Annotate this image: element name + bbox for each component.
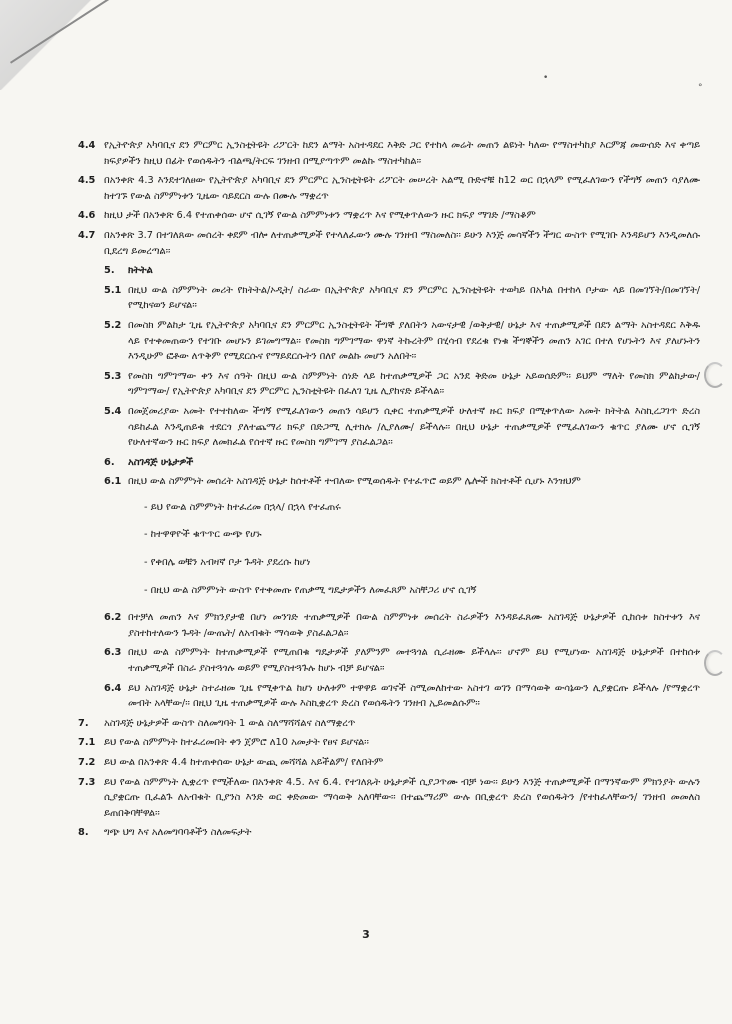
clause-text: ይህ አስገዳጅ ሁኔታ ስተራዘመ ጊዜ የሚቀጥል ከሆነ ሁለቱም ተዋዋይ ወገኖች ስሚመለከተው አስተገ ወገን በማሳወቅ ውሳኔውን ሊያቋርጡ ይችላሉ /የማቋረጥ መብት አላቸው/፡፡ በዚህ ጊዜ ተጠቃሚዎች ውሉ እስኪቋረጥ ድረስ የወሰዱትን ገንዘብ ኢይመልሱም፡፡ — [128, 682, 700, 710]
clause-item — [78, 775, 700, 822]
clause-item — [78, 716, 700, 732]
list-bullet: - በዚህ ውል ስምምነት ውስጥ የተቀመጡ የጠቃሚ ግዴታዎችን ለመፈጸም አስቸጋሪ ሆኖ ሲገኝ — [144, 584, 477, 596]
clause-number: 4.5 — [78, 175, 96, 187]
clause-text: አስገዳጅ ሁኔታዎች ውስጥ ስለመግባት 1 ውል ስለማሻሻልና ስለማቋረጥ — [104, 717, 356, 729]
clause-text: የመስክ ግምገማው ቀን እና ሰዓት በዚህ ውል ስምምነት ሰነድ ላይ ከተጠቃሚዎች ጋር አንደ ቅድመ ሁኔታ አይወሰድም፡፡ ይህም ማለት የመስክ ምልከታው/ግምገማው/ የኢትዮጵያ አካባቢና ደን ምርምር ኢንስቲትዩት በፈለገ ጊዜ ሊያከናድ ይችላል፡፡ — [128, 370, 700, 398]
scan-speck: ° — [698, 83, 703, 93]
clause-number: 5.4 — [104, 405, 122, 417]
clause-text: በመስክ ምልከታ ጊዜ የኢትዮጵያ አካባቢና ደን ምርምር ኢንስቲትዩት ችግኞ ያለበትን አውናታዊ /ወቅታዊ/ ሁኔታ እና ተጠቃሚዎች በደን ልማት አስተዳደር እቅዱ ላይ የተቀመጠውን የተገቡ መሆኑን ይገመግማል፡፡ የመስክ ግምገማው ዋነኛ ትኩረትም በሂሳብ የደረቁ የነቁ ችግኞችን መጠን አገር በተለ የሆኑትን እና ያለሆኑትን እንዲሁም ፎቶው ለጥቅም የሚደርሱና የማይደርሱትን በለየ መልኩ መሆን አለበት፡፡ — [128, 319, 700, 363]
section-heading — [104, 455, 700, 471]
clause-item — [78, 173, 700, 204]
clause-number: 7. — [78, 717, 89, 729]
clause-number: 8. — [78, 827, 89, 839]
clause-text: በአንቀጽ 4.3 እንደተገለፀው የኢትዮጵያ አካባቢና ደን ምርምር ኢንስቲትዩት ሪፖርት መሠረት አልሚ ቡድኖቹ ከ12 ወር በኋላም የሚፈለገውን የችግኝ መጠን ሳያለሙ ከተገኙ የውል ስምምነቱን ጊዜው ሳይደርስ ውሉ በሙሉ ማቋረጥ — [104, 175, 700, 202]
clause-item — [78, 138, 700, 169]
clause-item — [78, 228, 700, 259]
list-bullet: - ከተዋዋዮች ቁጥጥር ውጭ የሆኑ — [144, 529, 262, 541]
clause-number: 6.2 — [104, 612, 122, 624]
page-number: 3 — [362, 928, 370, 941]
clause-text: ክትትል — [128, 265, 153, 277]
clause-number: 6.4 — [104, 682, 122, 694]
clause-number: 5.1 — [104, 284, 122, 296]
clause-item — [104, 283, 700, 314]
clause-text: ግጭ ህግ እና አለመግባባቶችን ስለመፍታት — [104, 827, 252, 839]
clause-text: ይህ ውል በአንቀጽ 4.4 ከተጠቀሰው ሁኔታ ውጪ መሻሻል አይችልም/ የለበትም — [104, 757, 383, 768]
clause-item — [104, 318, 700, 365]
clause-text: በመጀመሪያው አመት የተተከለው ችግኝ የሚፈለገውን መጠን ሳይሆን ሲቀር ተጠቃሚዎች ሁለተኛ ዙር ክፍያ በሚቀጥለው አመት ክትትል እስኪረጋገጥ ድረስ ሳይከፈል እንዲጠይቁ ተደርጎ ያለተጨማሪ ክፍያ በድጋሚ ሊተክሉ /ሊያለሙ/ ይችላሉ፡፡ በዚህ ሁኔታ ተጠቃሚዎች የሚፈለገውን ቁጥር ያለሙ ሆኖ ሲገኝ የሁለተኛውን ዙር ክፍያ ለመክፈል የሰተኛ ዙር የመስክ ግምገማ ያስፈልጋል፡፡ — [128, 405, 700, 449]
clause-item — [78, 208, 700, 224]
clause-number: 5.2 — [104, 319, 122, 331]
punch-hole-lower — [704, 650, 726, 676]
clause-item — [104, 474, 700, 490]
clause-number: 7.1 — [78, 737, 96, 749]
clause-text: በዚህ ውል ስምምነት መሪት የክትትል/ኦዲት/ ስራው በኢትዮጵያ አካባቢና ደን ምርምር ኢንስቲትዩት ተወካይ በአካል በተከላ ቦታው ላይ በመገኘት/በመገኘት/ የሚከናወን ይሆናል፡፡ — [128, 284, 700, 312]
clause-number: 4.6 — [78, 210, 96, 222]
list-bullet: - የቀበሌ ወቹን አብዛኛ ቦታ ጉዳት ያደረሱ ከሆነ — [144, 557, 311, 569]
clause-text: ይህ የውል ስምምነት ከተፈረመበት ቀን ጀምሮ ለ10 አመታት የፀና ይሆናል፡፡ — [104, 737, 369, 749]
clause-text: ይህ የውል ስምምነት ሊቋረጥ የሚችለው በአንቀጽ 4.5. እና 6.4. የተገለጹት ሁኔታዎች ሲያጋጥሙ ብቻ ነው፡፡ ይሁን እንጅ ተጠቃሚዎች በማንኛውም ምክንያት ውሉን ሲያቋርጡ ቢፈልጉ ለአብቁት ቢያንስ እንድ ወር ቀድመው ማሳወቅ አለባቸው፡፡ በተጨማሪም ውሉ በቢቋረጥ ድረስ የወሰዱትን /የተከፈላቸውን/ ገንዘብ መመለስ ይጠበቅባቸዋል፡፡ — [104, 776, 700, 819]
clause-number: 4.7 — [78, 229, 96, 241]
clause-text: በተቻለ መጠን እና ምክንያታዊ በሆነ መንገድ ተጠቃሚዎች በውል ስምምነቱ መሰረት ስራዎችን እንዳይፈጸሙ አስገዳጅ ሁኔታዎች ሲከሰቱ ክስተቱን እና ያስተከተለውን ጉዳት /ውጤት/ ለአብቁት ማሳወቅ ያስፈልጋል፡፡ — [128, 612, 700, 639]
clause-number: 7.2 — [78, 757, 96, 768]
list-bullet: - ይህ የውል ስምምነት ከተፈረመ በኋላ/ በኋላ የተፈጠሩ — [144, 501, 341, 513]
clause-number: 6. — [104, 456, 115, 468]
clause-text: በዚህ ውል ስምምነት ከተጠቃሚዎች የሚጠበቁ ግዴታዎች ያለምንም መተጓጎል ሲራዘሙ ይችላሉ፡፡ ሆኖም ይህ የሚሆነው አስገዳጅ ሁኔታዎች በተከሰቱ ተጠቃሚዎች በስራ ያስተጓጎሉ ወይም የሚያስተጓጉሉ ከሆኑ ብቻ ይሆናል፡፡ — [128, 647, 700, 675]
folded-corner — [0, 0, 110, 90]
clause-item — [78, 755, 700, 771]
section-heading — [104, 263, 700, 279]
clause-number: 6.3 — [104, 647, 122, 659]
clause-text: በዚህ ውል ስምምነት መሰረት አስገዳጅ ሁኔታ ከሰተቶች ተብለው የሚወሰዱት የተፈጥሮ ወይም ሌሎች ክስተቶች ሲሆኑ እንዝህም — [128, 476, 581, 488]
clause-number: 6.1 — [104, 476, 122, 488]
clause-text: የኢትዮጵያ አካባቢና ደን ምርምር ኢንስቲትዩት ሪፖርት ከደን ልማት አስተዳደር እቅድ ጋር የተከላ መሬት መጠን ልዩነት ካለው የማስተካከያ እርምጃ መውሰድ እና ቀጣይ ክፍያዎችን ከዚህ በፊት የወሰዱትን ብልጫ/ትርፍ ገንዘብ በሚያጣጥም መልኩ ማስተካከል፡፡ — [104, 140, 700, 167]
clause-item — [104, 610, 700, 641]
clause-item — [78, 735, 700, 751]
document-body — [78, 138, 700, 845]
clause-number: 7.3 — [78, 776, 96, 788]
clause-number: 5.3 — [104, 370, 122, 382]
clause-item — [104, 369, 700, 400]
clause-text: በአንቀጽ 3.7 በተገለጸው መሰረት ቀደም ብሎ ለተጠቃሚዎች የተላለፈውን ሙሉ ገንዘብ ማስመለስ፡፡ ይሁን እንጅ መሳኛችን ችግር ውስጥ የሚገቡ እንዳይሆን እንዲመለሱ ቢደረግ ይመረጣል፡፡ — [104, 229, 700, 257]
clause-text: አስገዳጅ ሁኔታዎች — [128, 456, 194, 468]
scan-speck: • — [543, 73, 549, 83]
clause-number: 5. — [104, 265, 115, 277]
clause-item — [104, 645, 700, 676]
clause-item — [104, 681, 700, 712]
clause-item — [104, 404, 700, 451]
clause-text: ከዚህ ታች በአንቀጽ 6.4 የተጠቀሰው ሆኖ ሲገኝ የውል ስምምነቱን ማቋረጥ እና የሚቀጥለውን ዙር ክፍያ ማገድ /ማስቆም — [104, 210, 536, 222]
clause-item — [78, 825, 700, 841]
punch-hole-upper — [704, 362, 726, 388]
clause-number: 4.4 — [78, 140, 96, 151]
